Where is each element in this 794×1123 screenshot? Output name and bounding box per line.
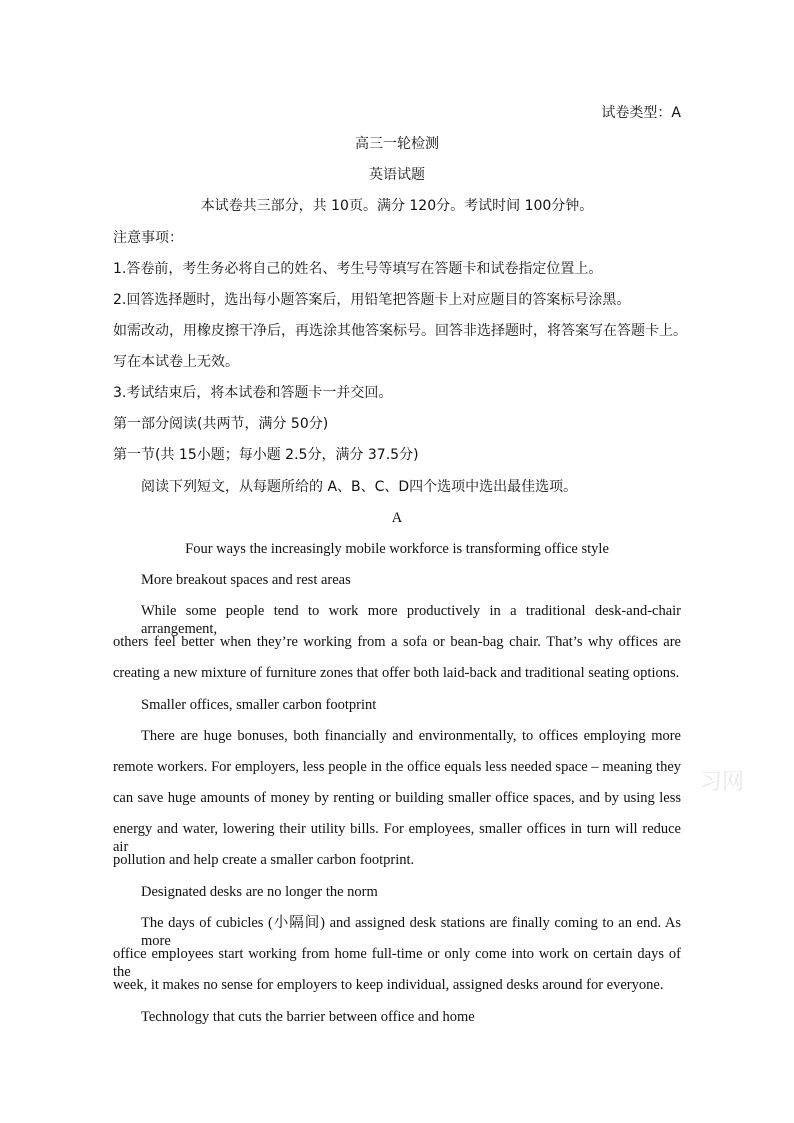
paragraph-1-line: creating a new mixture of furniture zones that offer both laid-back and traditional seating options.	[113, 665, 680, 681]
paragraph-2-line: There are huge bonuses, both financially and environmentally, to offices employing more	[141, 728, 681, 744]
paragraph-3-line: office employees start working from home full-time or only come into work on certain days of the	[113, 946, 681, 980]
paragraph-2-line: pollution and help create a smaller carbon footprint.	[113, 852, 415, 868]
subheading-breakout: More breakout spaces and rest areas	[141, 572, 351, 588]
paragraph-2-line: can save huge amounts of money by renting or building smaller office spaces, and by using less	[113, 790, 681, 806]
note-item-2-cont: 如需改动，用橡皮擦干净后，再选涂其他答案标号。回答非选择题时，将答案写在答题卡上。	[113, 323, 687, 339]
subheading-smaller-offices: Smaller offices, smaller carbon footprint	[141, 697, 377, 713]
note-item-2: 2.回答选择题时，选出每小题答案后，用铅笔把答题卡上对应题目的答案标号涂黑。	[113, 292, 631, 308]
note-item-2-cont-2: 写在本试卷上无效。	[113, 354, 239, 370]
note-item-3: 3.考试结束后，将本试卷和答题卡一并交回。	[113, 385, 393, 401]
note-item-1: 1.答卷前，考生务必将自己的姓名、考生号等填写在答题卡和试卷指定位置上。	[113, 261, 603, 277]
subheading-technology: Technology that cuts the barrier between office and home	[141, 1009, 475, 1025]
part1-heading: 第一部分阅读(共两节，满分 50分)	[113, 416, 329, 432]
paragraph-2-line: remote workers. For employers, less people in the office equals less needed space – meaning they	[113, 759, 681, 775]
passage-label: A	[391, 510, 403, 526]
paragraph-2-line: energy and water, lowering their utility bills. For employees, smaller offices in turn will reduce air	[113, 821, 681, 855]
paragraph-3-line: The days of cubicles (小隔间) and assigned desk stations are finally coming to an end. As more	[141, 915, 681, 949]
subheading-designated-desks: Designated desks are no longer the norm	[141, 884, 378, 900]
notes-heading: 注意事项：	[113, 230, 183, 246]
subject-title: 英语试题	[369, 167, 425, 183]
paragraph-1-line: others feel better when they’re working from a sofa or bean-bag chair. That’s why offices are	[113, 634, 681, 650]
exam-page	[113, 0, 687, 1123]
watermark: 习网	[700, 770, 745, 795]
passage-title: Four ways the increasingly mobile workforce is transforming office style	[185, 541, 609, 557]
reading-instruction: 阅读下列短文，从每题所给的 A、B、C、D四个选项中选出最佳选项。	[141, 479, 578, 495]
paper-type: 试卷类型：A	[601, 105, 681, 121]
paragraph-3-line: week, it makes no sense for employers to keep individual, assigned desks around for everyone.	[113, 977, 664, 993]
exam-info: 本试卷共三部分，共 10页。满分 120分。考试时间 100分钟。	[200, 198, 594, 214]
paragraph-1-line: While some people tend to work more productively in a traditional desk-and-chair arrangement,	[141, 603, 681, 637]
exam-title: 高三一轮检测	[355, 136, 439, 152]
section1-heading: 第一节(共 15小题；每小题 2.5分，满分 37.5分)	[113, 447, 419, 463]
